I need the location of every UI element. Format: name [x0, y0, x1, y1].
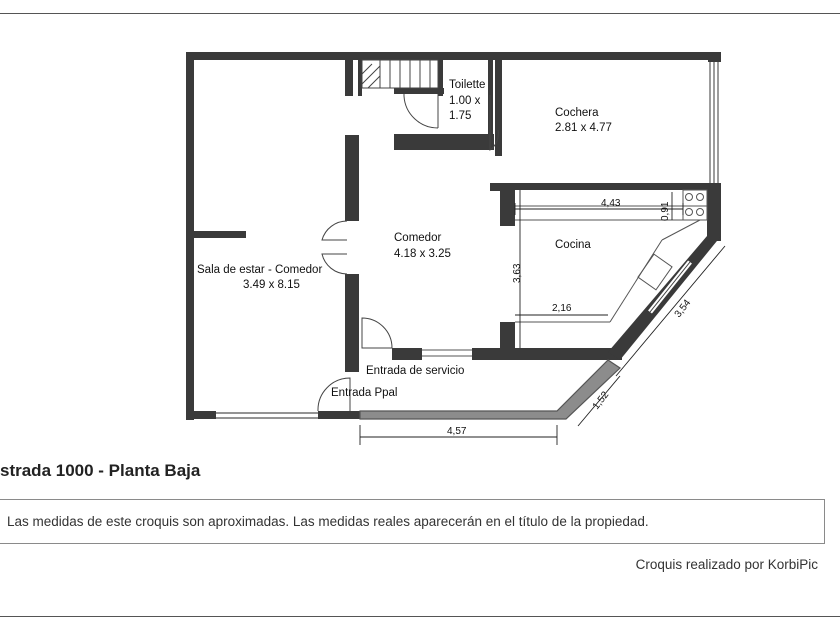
- dim-kitchen-width: 4,43: [601, 198, 621, 209]
- sala-name: Sala de estar - Comedor: [197, 264, 323, 276]
- service-window: [422, 350, 472, 356]
- cochera-name: Cochera: [555, 107, 599, 119]
- toilette-dims-1: 1.00 x: [449, 95, 481, 107]
- dim-kitchen-inner: 2,16: [552, 303, 572, 314]
- comedor-name: Comedor: [394, 232, 442, 244]
- disclaimer-box: [0, 499, 825, 544]
- sala-dims: 3.49 x 8.15: [243, 279, 300, 291]
- dim-front-width: 4,57: [447, 426, 467, 437]
- page-title: strada 1000 - Planta Baja: [0, 461, 201, 480]
- cocina-name: Cocina: [555, 239, 591, 251]
- toilette-dims-2: 1.75: [449, 110, 472, 122]
- dim-diagonal-long: 3,54: [672, 297, 694, 320]
- dim-diagonal-short: 1,52: [590, 389, 612, 412]
- credit-text: Croquis realizado por KorbiPic: [635, 557, 818, 572]
- bottom-rule: [0, 616, 840, 617]
- dimension-lines: [360, 190, 725, 445]
- disclaimer-text: Las medidas de este croquis son aproximadas. Las medidas reales aparecerán en el título de la propiedad.: [7, 514, 649, 529]
- cochera-dims: 2.81 x 4.77: [555, 122, 612, 134]
- stairs: [362, 60, 438, 88]
- cochera-window: [710, 62, 718, 183]
- dim-kitchen-depth: 3,63: [512, 263, 523, 283]
- toilette-name: Toilette: [449, 79, 486, 91]
- service-entrance-label: Entrada de servicio: [366, 365, 465, 377]
- comedor-dims: 4.18 x 3.25: [394, 248, 451, 260]
- main-entrance-label: Entrada Ppal: [331, 387, 398, 399]
- dim-counter-depth: 0,91: [660, 201, 671, 221]
